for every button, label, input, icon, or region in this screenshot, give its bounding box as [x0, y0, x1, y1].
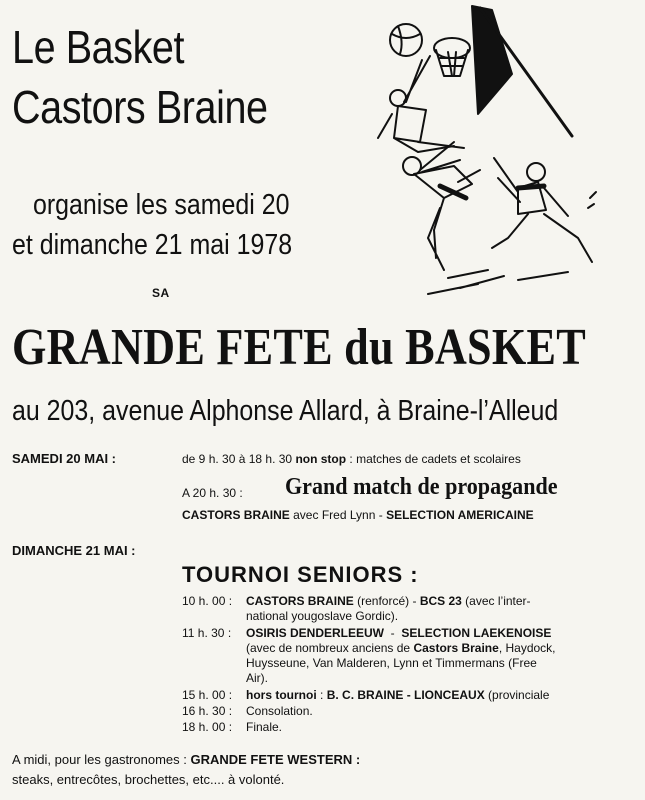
midi-text: A midi, pour les gastronomes :	[12, 752, 191, 767]
saturday-line-1	[182, 452, 521, 467]
western-fete: GRANDE FETE WESTERN :	[190, 752, 361, 767]
schedule-time: 10 h. 00 :	[182, 594, 233, 608]
sa-label: SA	[152, 286, 170, 300]
tournoi-heading: TOURNOI SENIORS :	[182, 562, 419, 587]
headline: GRANDE FETE du BASKET	[12, 319, 586, 376]
schedule-team-b: BCS 23	[419, 594, 462, 608]
schedule-time: 18 h. 00 :	[182, 720, 233, 734]
organise-line-1: organise les samedi 20	[33, 189, 290, 221]
schedule-team-a: CASTORS BRAINE	[246, 594, 354, 608]
title-line-2: Castors Braine	[12, 81, 268, 133]
saturday-label: SAMEDI 20 MAI :	[12, 451, 117, 466]
schedule-row-2-cont-2: Huysseune, Van Malderen, Lynn et Timmermans (Free	[246, 656, 537, 670]
schedule-row-4	[182, 704, 313, 719]
saturday-line-2-time: A 20 h. 30 :	[182, 486, 243, 500]
schedule-time: 11 h. 30 :	[182, 626, 232, 640]
schedule-text: , Haydock,	[498, 641, 556, 655]
schedule-time: 16 h. 30 :	[182, 704, 233, 718]
schedule-text: Finale.	[246, 720, 283, 734]
saturday-line-1-bold: non stop	[295, 452, 347, 466]
basketball-players-illustration	[368, 2, 600, 302]
propaganda-match-title: Grand match de propagande	[285, 474, 558, 500]
schedule-row-2	[182, 626, 551, 641]
schedule-team-a: OSIRIS DENDERLEEUW	[246, 626, 385, 640]
address: au 203, avenue Alphonse Allard, à Braine-l’Alleud	[12, 395, 559, 427]
saturday-line-3	[182, 508, 534, 523]
schedule-text: (avec l’inter-	[461, 594, 531, 608]
schedule-text: (renforcé) -	[353, 594, 420, 608]
schedule-text: -	[384, 626, 402, 640]
schedule-team: Castors Braine	[413, 641, 499, 655]
schedule-row-1	[182, 594, 531, 609]
organise-line-2: et dimanche 21 mai 1978	[12, 229, 293, 261]
schedule-note: hors tournoi	[246, 688, 317, 702]
schedule-text: (avec de nombreux anciens de	[246, 641, 414, 655]
schedule-text: :	[316, 688, 327, 702]
saturday-line-3-mid: avec Fred Lynn -	[289, 508, 387, 522]
schedule-row-2-cont-1	[246, 641, 556, 656]
schedule-text: Consolation.	[246, 704, 313, 718]
saturday-line-3-team: CASTORS BRAINE	[182, 508, 290, 522]
title-line-1: Le Basket	[12, 21, 185, 73]
sunday-label: DIMANCHE 21 MAI :	[12, 543, 136, 558]
saturday-line-1-post: : matches de cadets et scolaires	[346, 452, 521, 466]
schedule-text: (provinciale	[484, 688, 550, 702]
schedule-row-3	[182, 688, 549, 703]
saturday-line-1-pre: de 9 h. 30 à 18 h. 30	[182, 452, 296, 466]
schedule-row-5	[182, 720, 282, 735]
schedule-row-2-cont-3: Air).	[246, 671, 268, 685]
schedule-row-1-cont: national yougoslave Gordic).	[246, 609, 399, 623]
schedule-team-b: SELECTION LAEKENOISE	[401, 626, 552, 640]
schedule-teams: B. C. BRAINE - LIONCEAUX	[326, 688, 485, 702]
saturday-line-3-selection: SELECTION AMERICAINE	[386, 508, 534, 522]
steaks-line: steaks, entrecôtes, brochettes, etc.... à volonté.	[12, 772, 285, 787]
schedule-time: 15 h. 00 :	[182, 688, 233, 702]
midi-line	[12, 752, 360, 767]
